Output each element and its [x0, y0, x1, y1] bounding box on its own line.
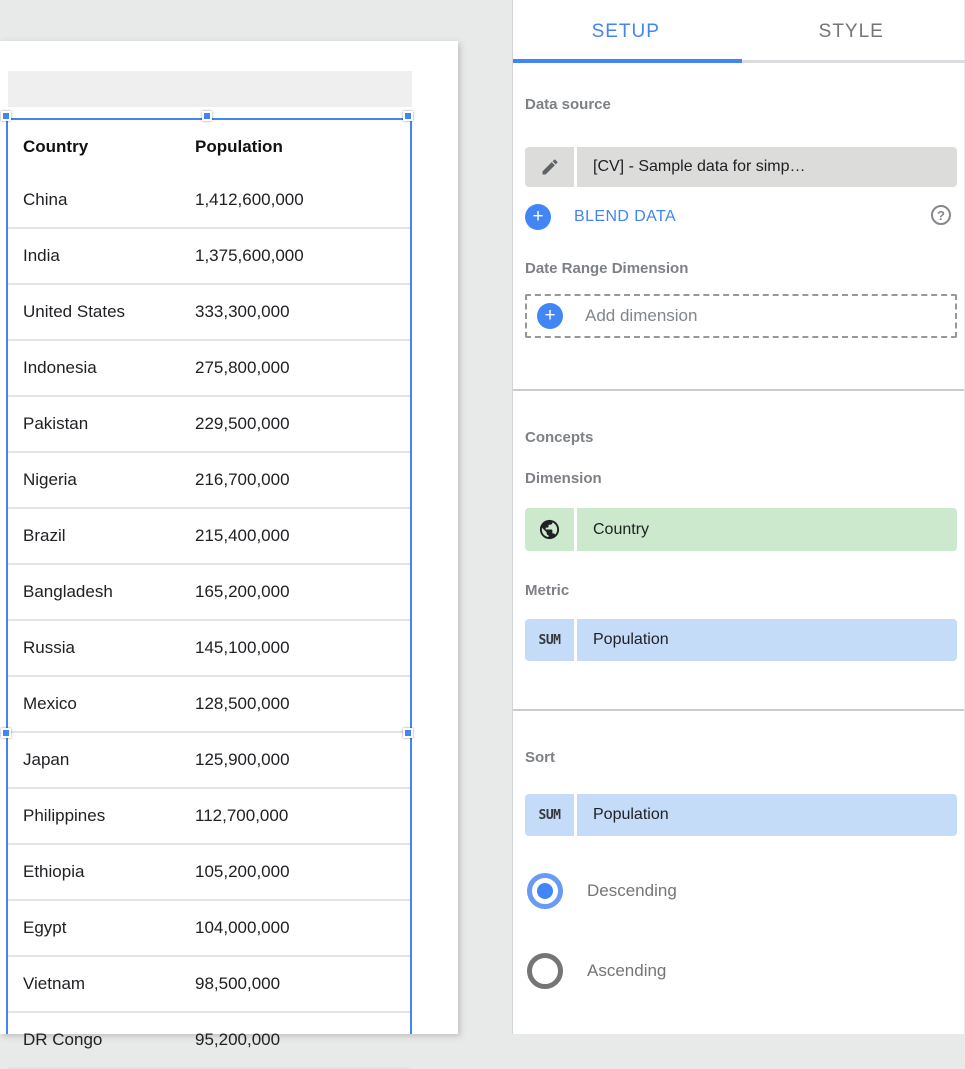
table-row[interactable] — [8, 509, 410, 565]
properties-panel — [512, 0, 964, 1034]
panel-tabbar — [513, 0, 964, 63]
population-cell: 128,500,000 — [195, 694, 290, 713]
selection-handle-top-right[interactable] — [403, 111, 413, 121]
population-cell: 216,700,000 — [195, 470, 290, 489]
sort-label: Sort — [525, 749, 555, 766]
tabbar-divider — [742, 60, 965, 63]
table-row[interactable] — [8, 621, 410, 677]
table-row[interactable] — [8, 453, 410, 509]
active-tab-underline — [513, 59, 742, 63]
add-dimension-label: Add dimension — [585, 306, 698, 325]
population-cell: 229,500,000 — [195, 414, 290, 433]
sum-aggregation-badge[interactable]: SUM — [525, 794, 574, 836]
metric-label: Metric — [525, 582, 570, 599]
data-source-chip[interactable] — [525, 147, 957, 187]
country-cell: Vietnam — [23, 974, 86, 993]
table-row[interactable] — [8, 565, 410, 621]
population-cell: 1,412,600,000 — [195, 190, 304, 209]
country-cell: Russia — [23, 638, 75, 657]
date-range-dimension-label: Date Range Dimension — [525, 260, 689, 277]
metric-field[interactable]: Population — [577, 619, 957, 661]
population-cell: 98,500,000 — [195, 974, 281, 993]
table-row[interactable] — [8, 173, 410, 229]
country-cell: Bangladesh — [23, 582, 113, 601]
population-cell: 1,375,600,000 — [195, 246, 304, 265]
sort-field-chip[interactable] — [525, 794, 957, 836]
dimension-label: Dimension — [525, 470, 602, 487]
blend-data-label: BLEND DATA — [574, 208, 677, 225]
table-row[interactable] — [8, 845, 410, 901]
sort-ascending-radio[interactable] — [527, 953, 666, 989]
selection-handle-mid-right[interactable] — [403, 728, 413, 738]
add-date-range-dimension-button[interactable] — [525, 294, 957, 338]
section-divider — [513, 389, 964, 391]
population-cell: 125,900,000 — [195, 750, 290, 769]
globe-icon — [525, 508, 574, 551]
table-row[interactable] — [8, 677, 410, 733]
sum-aggregation-badge[interactable]: SUM — [525, 619, 574, 661]
table-row[interactable] — [8, 901, 410, 957]
population-cell: 104,000,000 — [195, 918, 290, 937]
country-cell: Japan — [23, 750, 70, 769]
column-header-country[interactable]: Country — [23, 136, 89, 156]
data-source-label: Data source — [525, 96, 611, 113]
dimension-field[interactable]: Country — [577, 508, 957, 551]
country-cell: Brazil — [23, 526, 66, 545]
data-source-name[interactable]: [CV] - Sample data for simp… — [577, 147, 957, 187]
country-cell: DR Congo — [23, 1030, 103, 1049]
tab-style[interactable]: STYLE — [818, 20, 884, 42]
descending-label: Descending — [587, 881, 677, 900]
sort-descending-radio[interactable] — [527, 873, 677, 909]
country-cell: China — [23, 190, 68, 209]
ascending-label: Ascending — [587, 961, 667, 980]
country-cell: India — [23, 246, 60, 265]
table-row[interactable] — [8, 397, 410, 453]
selection-handle-top-center[interactable] — [202, 111, 212, 121]
table-chart[interactable] — [6, 118, 412, 1049]
table-header-row — [8, 120, 410, 173]
country-cell: Pakistan — [23, 414, 89, 433]
population-cell: 215,400,000 — [195, 526, 290, 545]
country-cell: Egypt — [23, 918, 67, 937]
table-row[interactable] — [8, 285, 410, 341]
section-divider — [513, 709, 964, 711]
column-header-population[interactable]: Population — [195, 136, 283, 156]
country-cell: Ethiopia — [23, 862, 85, 881]
table-row[interactable] — [8, 733, 410, 789]
selection-handle-mid-left[interactable] — [1, 728, 11, 738]
table-row[interactable] — [8, 341, 410, 397]
radio-icon — [527, 953, 563, 989]
tab-setup[interactable]: SETUP — [591, 20, 660, 42]
population-cell: 333,300,000 — [195, 302, 290, 321]
table-body — [8, 173, 410, 1069]
country-cell: Indonesia — [23, 358, 97, 377]
population-cell: 165,200,000 — [195, 582, 290, 601]
table-row[interactable] — [8, 957, 410, 1013]
population-cell: 95,200,000 — [195, 1030, 281, 1049]
country-cell: Nigeria — [23, 470, 77, 489]
population-cell: 275,800,000 — [195, 358, 290, 377]
plus-icon: + — [537, 303, 563, 329]
metric-chip[interactable] — [525, 619, 957, 661]
population-cell: 112,700,000 — [195, 806, 289, 825]
country-cell: United States — [23, 302, 126, 321]
population-cell: 105,200,000 — [195, 862, 290, 881]
help-icon[interactable]: ? — [931, 205, 951, 225]
placeholder-element[interactable] — [8, 71, 412, 107]
sort-field[interactable]: Population — [577, 794, 957, 836]
plus-icon: + — [525, 204, 551, 230]
population-cell: 145,100,000 — [195, 638, 290, 657]
country-cell: Mexico — [23, 694, 77, 713]
edit-data-source-button[interactable] — [525, 147, 574, 187]
concepts-label: Concepts — [525, 429, 594, 446]
table-row[interactable] — [8, 1013, 410, 1069]
pencil-icon — [540, 157, 560, 177]
table-row[interactable] — [8, 789, 410, 845]
table-row[interactable] — [8, 229, 410, 285]
blend-data-button[interactable] — [525, 204, 676, 230]
country-cell: Philippines — [23, 806, 106, 825]
selection-handle-top-left[interactable] — [1, 111, 11, 121]
radio-icon — [527, 873, 563, 909]
dimension-chip[interactable] — [525, 508, 957, 551]
